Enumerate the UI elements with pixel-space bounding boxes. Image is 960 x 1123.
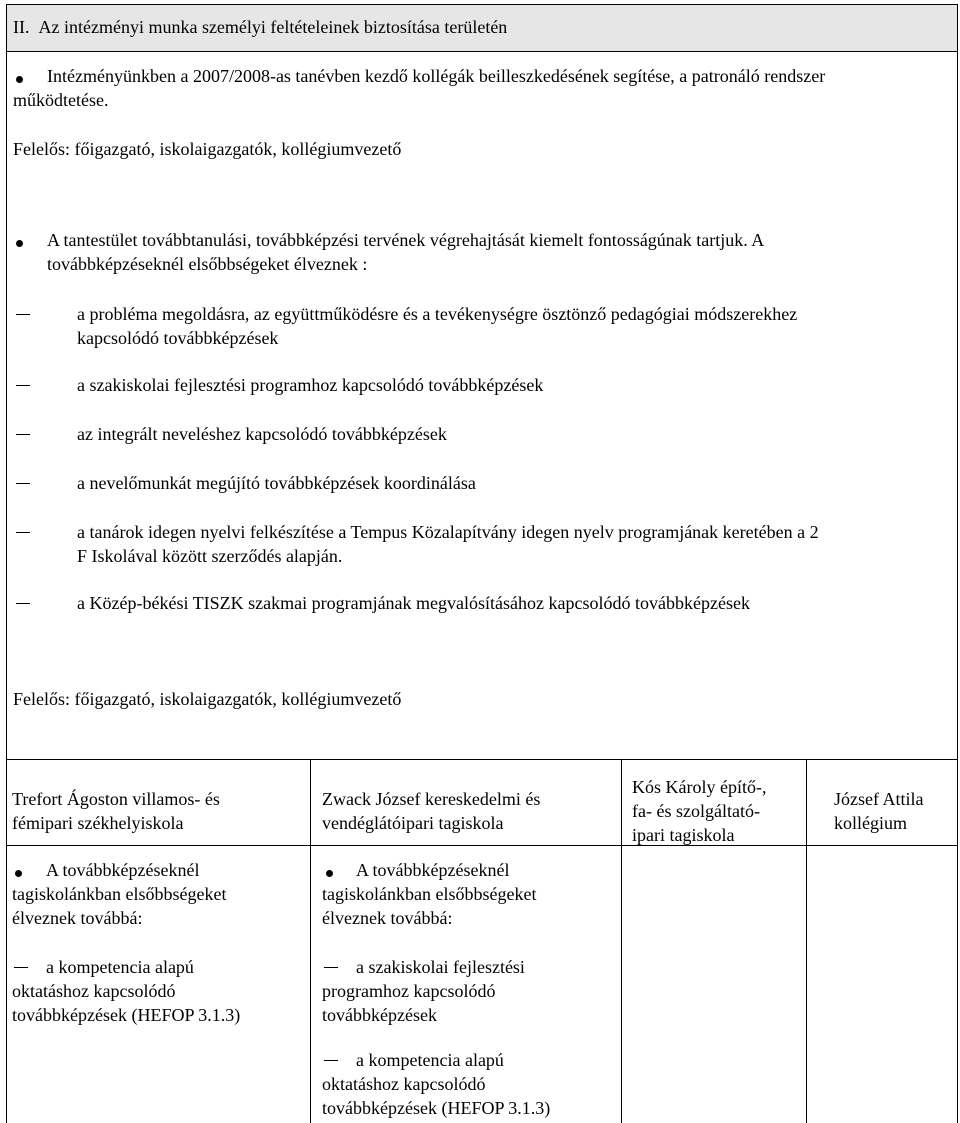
- col2-dash1-line2: programhoz kapcsolódó: [322, 981, 496, 1001]
- dash-item-2: a szakiskolai fejlesztési programhoz kapcsolódó továbbképzések: [77, 375, 544, 395]
- dash-item-1-line2: kapcsolódó továbbképzések: [77, 328, 279, 348]
- dash-icon: [16, 314, 30, 315]
- dash-icon: [16, 532, 30, 533]
- dash-icon: [14, 967, 28, 968]
- header-trefort-line1: Trefort Ágoston villamos- és: [12, 789, 220, 809]
- bullet1-line2: működtetése.: [13, 90, 109, 110]
- header-zwack-line2: vendéglátóipari tagiskola: [322, 813, 504, 833]
- table-border-col2: [310, 759, 311, 1123]
- section-header: [6, 4, 958, 52]
- dash-icon: [16, 434, 30, 435]
- dash-item-3: az integrált neveléshez kapcsolódó továbbképzések: [77, 424, 447, 444]
- dash-item-1-line1: a probléma megoldásra, az együttműködésre és a tevékenységre ösztönző pedagógiai módszerekhez: [77, 304, 798, 324]
- dash-icon: [324, 1060, 338, 1061]
- responsible-text-1: Felelős: főigazgató, iskolaigazgatók, kollégiumvezető: [13, 139, 402, 159]
- bullet2-line1: A tantestület továbbtanulási, továbbképzési tervének végrehajtását kiemelt fontosságúnak tartjuk. A: [47, 230, 765, 250]
- col2-bullet-line1: A továbbképzéseknél: [356, 860, 510, 880]
- dash-item-4: a nevelőmunkát megújító továbbképzések koordinálása: [77, 473, 476, 493]
- table-border-col3: [621, 759, 622, 1123]
- col1-dash-line3: továbbképzések (HEFOP 3.1.3): [12, 1005, 241, 1025]
- table-border-right: [957, 759, 958, 1123]
- header-kos-line2: fa- és szolgáltató-: [632, 801, 760, 821]
- col2-bullet-line3: élveznek továbbá:: [322, 908, 453, 928]
- responsible-text-2: Felelős: főigazgató, iskolaigazgatók, kollégiumvezető: [13, 689, 402, 709]
- col1-bullet-line3: élveznek továbbá:: [12, 908, 143, 928]
- header-zwack-line1: Zwack József kereskedelmi és: [322, 789, 541, 809]
- dash-item-5-line2: F Iskolával között szerződés alapján.: [77, 546, 343, 566]
- document-page: [6, 4, 958, 1123]
- header-kos-line3: ipari tagiskola: [632, 825, 735, 845]
- header-kos-line1: Kós Károly építő-,: [632, 777, 767, 797]
- header-jozsef-line2: kollégium: [834, 813, 907, 833]
- dash-item-6: a Közép-békési TISZK szakmai programjának megvalósításához kapcsolódó továbbképzések: [77, 593, 750, 613]
- bullet-icon: [16, 76, 23, 83]
- dash-icon: [16, 483, 30, 484]
- col1-dash-line2: oktatáshoz kapcsolódó: [12, 981, 176, 1001]
- dash-item-5-line1: a tanárok idegen nyelvi felkészítése a Tempus Közalapítvány idegen nyelv programjának keretében a 2: [77, 522, 819, 542]
- col2-bullet-line2: tagiskolánkban elsőbbségeket: [322, 884, 537, 904]
- col1-bullet-line2: tagiskolánkban elsőbbségeket: [12, 884, 227, 904]
- col2-dash1-line1: a szakiskolai fejlesztési: [356, 957, 525, 977]
- bullet-icon: [16, 240, 23, 247]
- bullet2-line2: továbbképzéseknél elsőbbségeket élveznek :: [47, 254, 368, 274]
- col1-dash-line1: a kompetencia alapú: [46, 957, 194, 977]
- col1-bullet-line1: A továbbképzéseknél: [46, 860, 200, 880]
- main-content-box: [6, 51, 958, 760]
- col2-dash2-line1: a kompetencia alapú: [356, 1050, 504, 1070]
- table-header-divider: [6, 845, 958, 846]
- col2-dash2-line3: továbbképzések (HEFOP 3.1.3): [322, 1098, 551, 1118]
- dash-icon: [324, 967, 338, 968]
- header-trefort-line2: fémipari székhelyiskola: [12, 813, 184, 833]
- dash-icon: [16, 603, 30, 604]
- header-jozsef-line1: József Attila: [834, 789, 924, 809]
- table-border-left: [6, 759, 7, 1123]
- bullet1-line1: Intézményünkben a 2007/2008-as tanévben kezdő kollégák beilleszkedésének segítése, a patronáló rendszer: [47, 66, 826, 86]
- table-border-col4: [806, 759, 807, 1123]
- dash-icon: [16, 385, 30, 386]
- bullet-icon: [326, 870, 333, 877]
- col2-dash2-line2: oktatáshoz kapcsolódó: [322, 1074, 486, 1094]
- bullet-icon: [15, 870, 22, 877]
- col2-dash1-line3: továbbképzések: [322, 1005, 437, 1025]
- school-table: [6, 759, 956, 1123]
- section-title: II. Az intézményi munka személyi feltételeinek biztosítása területén: [13, 17, 508, 37]
